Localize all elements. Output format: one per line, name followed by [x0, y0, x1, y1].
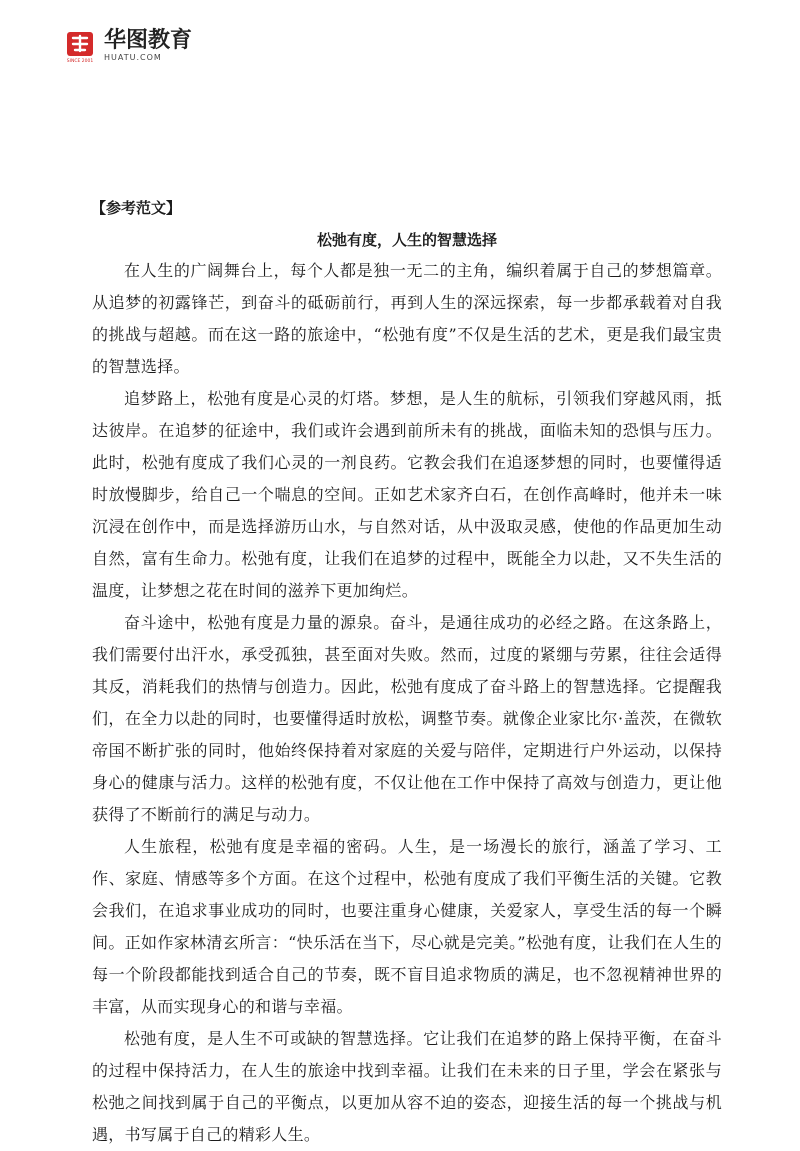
essay-paragraph: 松弛有度，是人生不可或缺的智慧选择。它让我们在追梦的路上保持平衡，在奋斗的过程中保持活力，在人生的旅途中找到幸福。让我们在未来的日子里，学会在紧张与松弛之间找到属于自己的平衡点，以更加从容不迫的姿态，迎接生活的每一个挑战与机遇，书写属于自己的精彩人生。 [92, 1029, 722, 1144]
essay-paragraph: 在人生的广阔舞台上，每个人都是独一无二的主角，编织着属于自己的梦想篇章。从追梦的初露锋芒，到奋斗的砥砺前行，再到人生的深远探索，每一步都承载着对自我的挑战与超越。而在这一路的旅途中，“松弛有度”不仅是生活的艺术，更是我们最宝贵的智慧选择。 [92, 261, 722, 376]
huatu-logo-icon [66, 31, 98, 63]
essay-paragraph: 追梦路上，松弛有度是心灵的灯塔。梦想，是人生的航标，引领我们穿越风雨，抵达彼岸。在追梦的征途中，我们或许会遇到前所未有的挑战，面临未知的恐惧与压力。此时，松弛有度成了我们心灵的一剂良药。它教会我们在追逐梦想的同时，也要懂得适时放慢脚步，给自己一个喘息的空间。正如艺术家齐白石，在创作高峰时，他并未一味沉浸在创作中，而是选择游历山水，与自然对话，从中汲取灵感，使他的作品更加生动自然，富有生命力。松弛有度，让我们在追梦的过程中，既能全力以赴，又不失生活的温度，让梦想之花在时间的滋养下更加绚烂。 [92, 389, 722, 600]
essay-title: 松弛有度，人生的智慧选择 [316, 231, 497, 249]
essay-paragraph: 奋斗途中，松弛有度是力量的源泉。奋斗，是通往成功的必经之路。在这条路上，我们需要付出汗水，承受孤独，甚至面对失败。然而，过度的紧绷与劳累，往往会适得其反，消耗我们的热情与创造力。因此，松弛有度成了奋斗路上的智慧选择。它提醒我们，在全力以赴的同时，也要懂得适时放松，调整节奏。就像企业家比尔·盖茨，在微软帝国不断扩张的同时，他始终保持着对家庭的关爱与陪伴，定期进行户外运动，以保持身心的健康与活力。这样的松弛有度，不仅让他在工作中保持了高效与创造力，更让他获得了不断前行的满足与动力。 [92, 613, 722, 824]
brand-logo [66, 30, 192, 63]
logo-domain: HUATU.COM [104, 53, 162, 62]
logo-name: 华图教育 [104, 28, 193, 53]
essay-content [92, 193, 722, 1151]
essay-paragraph: 人生旅程，松弛有度是幸福的密码。人生，是一场漫长的旅行，涵盖了学习、工作、家庭、情感等多个方面。在这个过程中，松弛有度成了我们平衡生活的关键。它教会我们，在追求事业成功的同时，也要注重身心健康，关爱家人，享受生活的每一个瞬间。正如作家林清玄所言：“快乐活在当下，尽心就是完美。”松弛有度，让我们在人生的每一个阶段都能找到适合自己的节奏，既不盲目追求物质的满足，也不忽视精神世界的丰富，从而实现身心的和谐与幸福。 [92, 837, 722, 1016]
section-label: 【参考范文】 [91, 199, 182, 217]
logo-since: SINCE 2001 [66, 58, 94, 63]
